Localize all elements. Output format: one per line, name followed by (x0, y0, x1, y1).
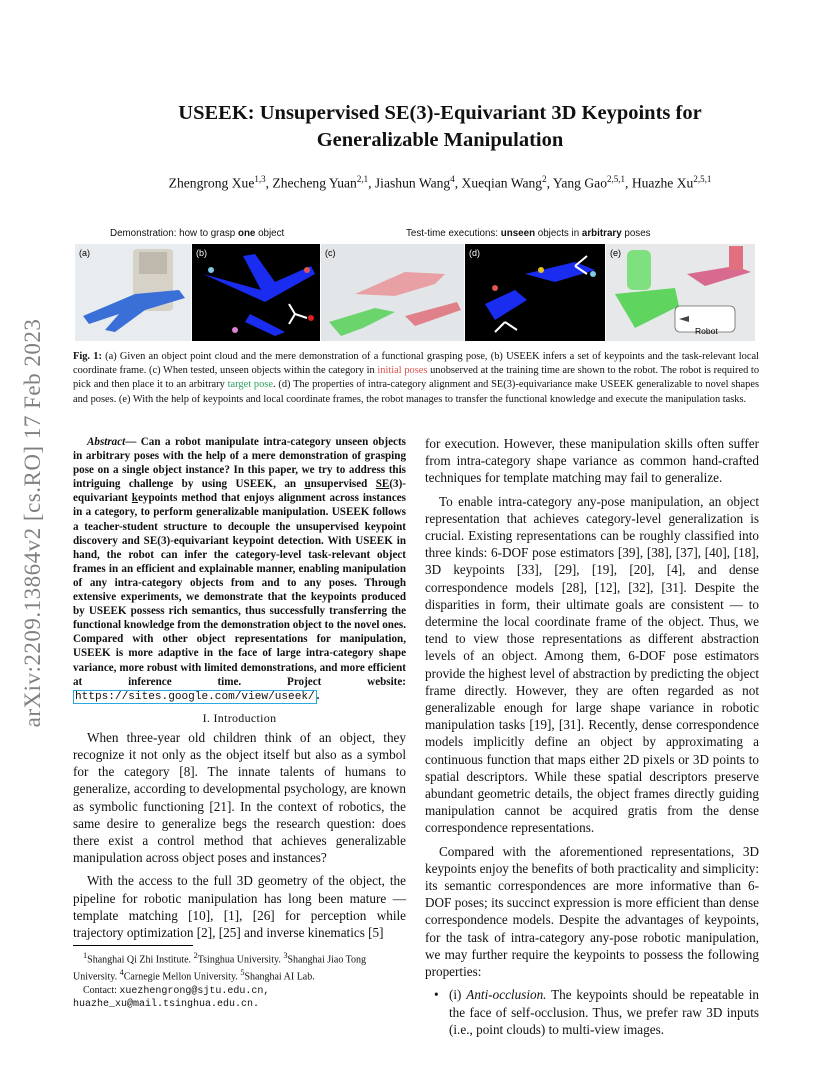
author: Yang Gao (552, 175, 608, 191)
bullet-item: • (i) Anti-occlusion. The keypoints should be repeatable in the face of self-occlusion. Thus, we prefer raw 3D inputs (i.e., point clouds) to multi-view images. (434, 987, 759, 1037)
paragraph: Compared with the aforementioned representations, 3D keypoints enjoy the benefits of both practicality and simplicity: its semantic correspondences are more informative than 6-DOF poses; its succinct expression is more efficient than dense correspondence models. Despite the advantages of keypoints, for the task of intra-category any-pose robotic manipulation, we may further require the keypoints to possess the following properties: (425, 843, 760, 980)
paper-title: USEEK: Unsupervised SE(3)-Equivariant 3D Keypoints for Generalizable Manipulation (178, 102, 702, 151)
robot-label: Robot (695, 326, 718, 336)
figure-demo-caption: Demonstration: how to grasp one object (110, 228, 285, 239)
left-column (73, 435, 406, 947)
panel-e-image (606, 244, 755, 341)
panel-c-image (321, 244, 464, 341)
author: Xueqian Wang (461, 175, 543, 191)
figure-test-caption: Test-time executions: unseen objects in arbitrary poses (406, 228, 651, 239)
panel-b-image (192, 244, 320, 341)
author: Zhengrong Xue (168, 175, 255, 191)
abstract: Abstract— Can a robot manipulate intra-category unseen objects in arbitrary poses with the help of a mere demonstration of grasping pose on a single object instance? In this paper, we try to address this intriguing challenge by using USEEK, an unsupervised SE(3)-equivariant keypoints method that enjoys alignment across instances in a category, to perform generalizable manipulation. USEEK follows a teacher-student structure to decouple the unsupervised keypoint discovery and SE(3)-equivariant keypoint detection. With USEEK in hand, the robot can infer the category-level task-relevant object frames in an efficient and explainable manner, enabling manipulation of any intra-category objects from and to any poses. Through extensive experiments, we demonstrate that the keypoints produced by USEEK possess rich semantics, thus successfully transferring the functional knowledge from the demonstration object to the novel ones. Compared with other object representations for manipulation, USEEK is more adaptive in the face of large intra-category shape variance, more robust with limited demonstrations, and more efficient at inference time. Project website: https://sites.google.com/view/useek/ . (73, 436, 406, 703)
right-column (425, 435, 759, 1038)
author: Zhecheng Yuan (272, 175, 357, 191)
paragraph: To enable intra-category any-pose manipulation, an object representation that achieves category-level generalization is crucial. Existing representations can be roughly classified into three kinds: 6-DOF pose estimators [39], [38], [37], [40], [18], 3D keypoints [33], [29], [19], [20], [4], and dense correspondence models [28], [12], [32], [31]. Despite the disparities in form, their ultimate goals are consistent — to determine the local coordinate frame of the object. Thus, we tend to view those representations as different abstraction levels of an object. Among them, 6-DOF pose estimators provide the highest level of abstraction by predicting the object frame directly. However, they are often regarded as not generalizable enough for large shape variance in robotic manipulation tasks [19], [31]. Recently, dense correspondence models implicitly define an object by approximating a continuous function that maps either 2D pixels or 3D points to spatial descriptors. While these spatial descriptors preserve abundant geometric details, the object frames directly guiding manipulation cannot be acquired gratis from the dense correspondence representations. (425, 493, 759, 836)
panel-label: (c) (325, 248, 336, 258)
panel-a-image (75, 244, 191, 341)
panel-label: (b) (196, 248, 207, 258)
paragraph: When three-year old children think of an object, they recognize it not only as the object itself but also as a symbol for the category [8]. The innate talents of humans to generalize, according to developmental psychology, are known as symbolic functioning [21]. In the context of robotics, the same desire to generalize begs the research question: does there exist a control method that achieves generalizable manipulation across object poses and instances? (73, 729, 406, 866)
project-website-link[interactable]: https://sites.google.com/view/useek/ (75, 690, 315, 703)
author-list: Zhengrong Xue$^{1,3}$, Zhecheng Yuan$^{2,1}$, Jiashun Wang$^4$, Xueqian Wang$^2$, Yang Gao$^{2,5,1}$, Huazhe Xu$^{2,5,1}$ (168, 174, 712, 191)
figure-caption: Fig. 1: (a) Given an object point cloud and the mere demonstration of a functional grasping pose, (b) USEEK infers a set of keypoints and the task-relevant local coordinate frame. (c) When tested, unseen objects within the category in initial poses unobserved at the training time are shown to the robot. The robot is required to pick and then place it to an arbitrary target pose. (d) The properties of intra-category alignment and SE(3)-equivariance make USEEK generalizable to novel shapes and poses. (e) With the help of keypoints and local coordinate frames, the robot manages to transfer the functional knowledge and execute the manipulation tasks. (73, 351, 760, 405)
figure-1 (75, 244, 755, 341)
panel-label: (d) (469, 248, 480, 258)
author: Huazhe Xu (631, 175, 694, 191)
paragraph: for execution. However, these manipulation skills often suffer from intra-category shape variance as common hand-crafted techniques for template matching may fail to generalize. (425, 436, 759, 486)
arxiv-stamp: arXiv:2209.13864v2 [cs.RO] 17 Feb 2023 (20, 318, 45, 727)
paragraph: With the access to the full 3D geometry of the object, the pipeline for robotic manipulation has long been mature — template matching [10], [1], [26] for perception while trajectory optimization [2], [25] and inverse kinematics [5] (73, 873, 406, 941)
section-heading: I. Introduction (202, 710, 277, 725)
panel-d-image (465, 244, 605, 341)
panel-label: (a) (79, 248, 90, 258)
author: Jiashun Wang (374, 175, 451, 191)
email-link[interactable]: xuezhengrong@sjtu.edu.cn, (119, 985, 270, 997)
footnote: $^1$Shanghai Qi Zhi Institute. $^2$Tsinghua University. $^3$Shanghai Jiao Tong University. $^4$Carnegie Mellon University. $^5$Shanghai AI Lab. Contact: xuezhengrong@sjtu.edu.cn, huazhe_xu@mail.tsinghua.edu.cn. (73, 945, 406, 1011)
panel-label: (e) (610, 248, 621, 258)
email-link[interactable]: huazhe_xu@mail.tsinghua.edu.cn. (73, 998, 260, 1010)
